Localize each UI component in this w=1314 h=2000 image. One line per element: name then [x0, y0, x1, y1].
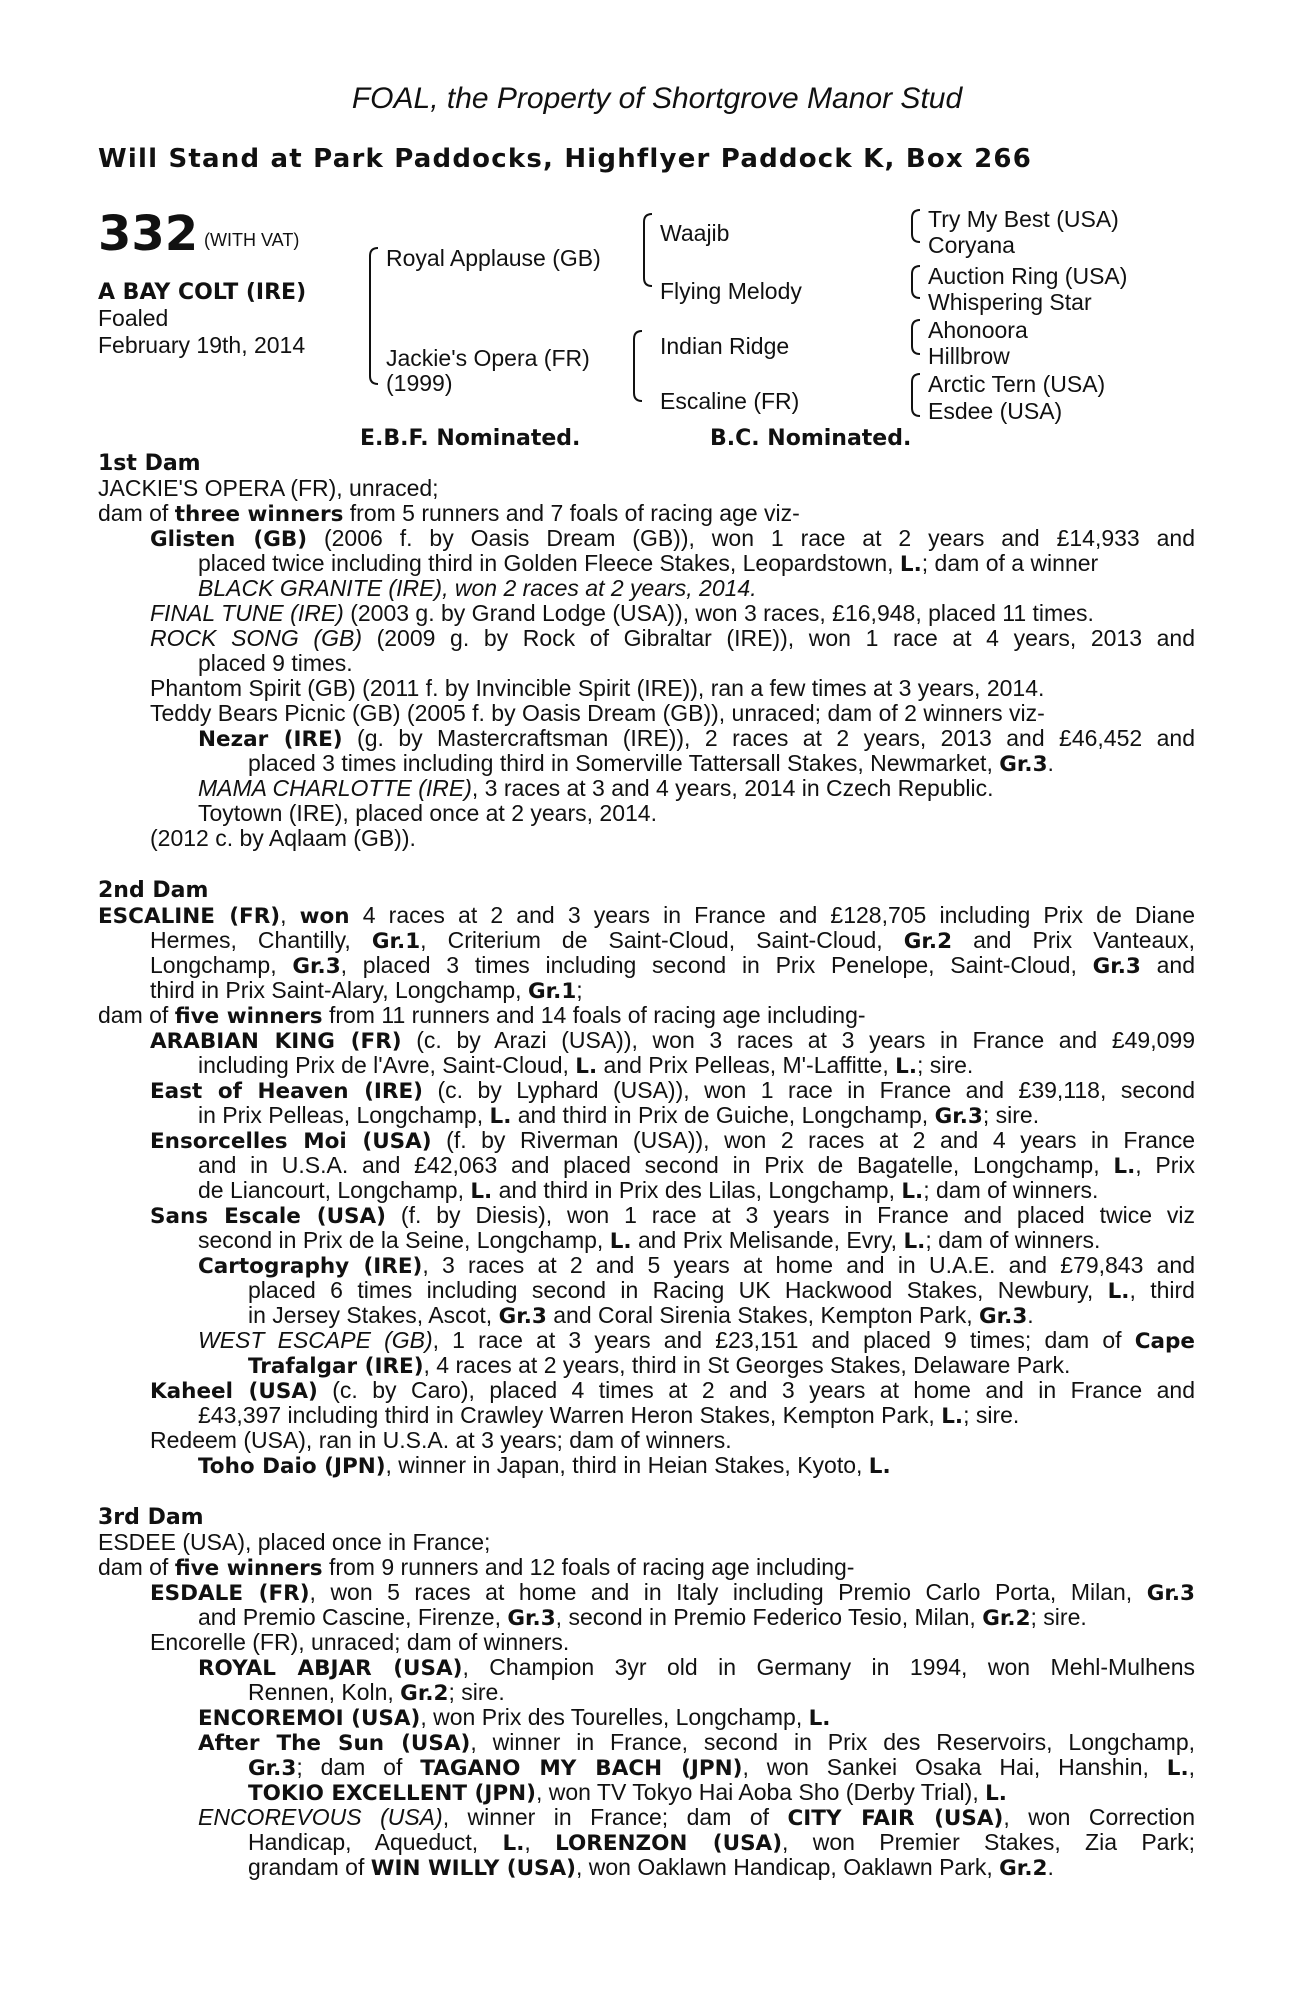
bc-nominated: B.C. Nominated. [710, 426, 912, 451]
dam3-line: Encorelle (FR), unraced; dam of winners. [150, 1629, 570, 1655]
ped-sss: Try My Best (USA) [928, 206, 1119, 232]
dam-year: (1999) [386, 370, 453, 396]
dam1-line: dam of three winners from 5 runners and 7 foals of racing age viz- [98, 500, 800, 527]
dam2-line: ESCALINE (FR), won 4 races at 2 and 3 years in France and £128,705 including Prix de Diane [98, 902, 1195, 929]
foaled-label: Foaled [98, 305, 169, 331]
dam1-line: placed 3 times including third in Somerville Tattersall Stakes, Newmarket, Gr.3. [248, 750, 1054, 777]
dam1-line: ROCK SONG (GB) (2009 g. by Rock of Gibraltar (IRE)), won 1 race at 4 years, 2013 and [150, 625, 1195, 651]
dam1-line: MAMA CHARLOTTE (IRE), 3 races at 3 and 4 years, 2014 in Czech Republic. [198, 775, 994, 801]
sire-dam: Flying Melody [660, 278, 802, 304]
ebf-nominated: E.B.F. Nominated. [360, 426, 581, 451]
dam2-line: in Jersey Stakes, Ascot, Gr.3 and Coral Sirenia Stakes, Kempton Park, Gr.3. [248, 1302, 1034, 1329]
dam3-heading: 3rd Dam [98, 1505, 204, 1530]
dam2-line: second in Prix de la Seine, Longchamp, L. and Prix Melisande, Evry, L.; dam of winners. [198, 1227, 1101, 1254]
dam3-line: dam of five winners from 9 runners and 12 foals of racing age including- [98, 1554, 855, 1581]
dam1-line: placed 9 times. [198, 650, 353, 676]
dam2-line: placed 6 times including second in Racing UK Hackwood Stakes, Newbury, L., third [248, 1277, 1195, 1304]
dam1-line: BLACK GRANITE (IRE), won 2 races at 2 years, 2014. [198, 575, 757, 601]
stand-location: Will Stand at Park Paddocks, Highflyer Paddock K, Box 266 [98, 144, 1032, 174]
ped-dsd: Hillbrow [928, 343, 1010, 369]
dam2-line: Toho Daio (JPN), winner in Japan, third in Heian Stakes, Kyoto, L. [198, 1452, 891, 1479]
dam2-line: Longchamp, Gr.3, placed 3 times including second in Prix Penelope, Saint-Cloud, Gr.3 and [150, 952, 1196, 979]
dam2-line: dam of five winners from 11 runners and 14 foals of racing age including- [98, 1002, 866, 1029]
dam3-line: and Premio Cascine, Firenze, Gr.3, second in Premio Federico Tesio, Milan, Gr.2; sire. [198, 1604, 1087, 1631]
dam2-line: including Prix de l'Avre, Saint-Cloud, L. and Prix Pelleas, M'-Laffitte, L.; sire. [198, 1052, 974, 1079]
dam3-line: Handicap, Aqueduct, L., LORENZON (USA), won Premier Stakes, Zia Park; [248, 1829, 1195, 1856]
lot-number: 332 [98, 206, 199, 262]
dam2-line: WEST ESCAPE (GB), 1 race at 3 years and £23,151 and placed 9 times; dam of Cape [198, 1327, 1195, 1354]
ped-sds: Auction Ring (USA) [928, 263, 1128, 289]
ped-sdd: Whispering Star [928, 289, 1092, 315]
dam3-line: grandam of WIN WILLY (USA), won Oaklawn Handicap, Oaklawn Park, Gr.2. [248, 1854, 1054, 1881]
foaled-date: February 19th, 2014 [98, 332, 306, 358]
ped-ssd: Coryana [928, 232, 1015, 258]
dam-sire: Indian Ridge [660, 333, 790, 359]
dam2-line: East of Heaven (IRE) (c. by Lyphard (USA)), won 1 race in France and £39,118, second [150, 1077, 1195, 1104]
dam3-line: Gr.3; dam of TAGANO MY BACH (JPN), won Sankei Osaka Hai, Hanshin, L., [248, 1754, 1196, 1781]
dam1-line: Toytown (IRE), placed once at 2 years, 2014. [198, 800, 657, 826]
dam2-line: Redeem (USA), ran in U.S.A. at 3 years; dam of winners. [150, 1427, 732, 1453]
ped-dds: Arctic Tern (USA) [928, 371, 1106, 397]
sire-sire: Waajib [660, 220, 730, 246]
dam3-line: After The Sun (USA), winner in France, second in Prix des Reservoirs, Longchamp, [198, 1729, 1196, 1756]
dam3-line: ESDEE (USA), placed once in France; [98, 1529, 491, 1555]
dam2-line: Hermes, Chantilly, Gr.1, Criterium de Saint-Cloud, Saint-Cloud, Gr.2 and Prix Vanteaux, [150, 927, 1195, 954]
dam3-line: Rennen, Koln, Gr.2; sire. [248, 1679, 505, 1706]
dam2-line: Cartography (IRE), 3 races at 2 and 5 years at home and in U.A.E. and £79,843 and [198, 1252, 1196, 1279]
dam1-line: JACKIE'S OPERA (FR), unraced; [98, 475, 439, 501]
vat-note: (WITH VAT) [204, 230, 300, 250]
sire: Royal Applause (GB) [386, 245, 601, 271]
dam1-line: placed twice including third in Golden Fleece Stakes, Leopardstown, L.; dam of a winner [198, 550, 1099, 577]
ped-ddd: Esdee (USA) [928, 398, 1063, 424]
dam1-line: FINAL TUNE (IRE) (2003 g. by Grand Lodge (USA)), won 3 races, £16,948, placed 11 times. [150, 600, 1094, 626]
lot-name: A BAY COLT (IRE) [98, 280, 307, 305]
dam3-line: ROYAL ABJAR (USA), Champion 3yr old in Germany in 1994, won Mehl-Mulhens [198, 1654, 1195, 1681]
dam2-line: and in U.S.A. and £42,063 and placed second in Prix de Bagatelle, Longchamp, L., Prix [198, 1152, 1196, 1179]
dam2-line: ARABIAN KING (FR) (c. by Arazi (USA)), won 3 races at 3 years in France and £49,099 [150, 1027, 1195, 1054]
page-title: FOAL, the Property of Shortgrove Manor Stud [351, 82, 963, 115]
dam-name: Jackie's Opera (FR) [386, 345, 590, 371]
dam2-line: Trafalgar (IRE), 4 races at 2 years, third in St Georges Stakes, Delaware Park. [248, 1352, 1071, 1379]
dam2-line: Ensorcelles Moi (USA) (f. by Riverman (USA)), won 2 races at 2 and 4 years in France [150, 1127, 1195, 1154]
dam2-heading: 2nd Dam [98, 878, 209, 903]
dam1-line: Glisten (GB) (2006 f. by Oasis Dream (GB)), won 1 race at 2 years and £14,933 and [150, 525, 1195, 552]
dam2-line: £43,397 including third in Crawley Warren Heron Stakes, Kempton Park, L.; sire. [198, 1402, 1020, 1429]
dam3-line: ENCOREVOUS (USA), winner in France; dam of CITY FAIR (USA), won Correction [198, 1804, 1195, 1831]
dam1-line: Nezar (IRE) (g. by Mastercraftsman (IRE)), 2 races at 2 years, 2013 and £46,452 and [198, 725, 1195, 752]
dam2-line: Kaheel (USA) (c. by Caro), placed 4 times at 2 and 3 years at home and in France and [150, 1377, 1195, 1404]
dam1-line: Teddy Bears Picnic (GB) (2005 f. by Oasis Dream (GB)), unraced; dam of 2 winners viz- [150, 700, 1045, 726]
dam2-line: third in Prix Saint-Alary, Longchamp, Gr.1; [150, 977, 583, 1004]
dam2-line: in Prix Pelleas, Longchamp, L. and third in Prix de Guiche, Longchamp, Gr.3; sire. [198, 1102, 1040, 1129]
dam1-line: Phantom Spirit (GB) (2011 f. by Invincible Spirit (IRE)), ran a few times at 3 years, 2014. [150, 675, 1045, 701]
dam1-heading: 1st Dam [98, 451, 201, 476]
dam2-line: de Liancourt, Longchamp, L. and third in Prix des Lilas, Longchamp, L.; dam of winners. [198, 1177, 1099, 1204]
dam3-line: ESDALE (FR), won 5 races at home and in Italy including Premio Carlo Porta, Milan, Gr.3 [150, 1579, 1195, 1606]
ped-dss: Ahonoora [928, 317, 1028, 343]
dam1-line: (2012 c. by Aqlaam (GB)). [150, 825, 416, 851]
dam3-line: TOKIO EXCELLENT (JPN), won TV Tokyo Hai Aoba Sho (Derby Trial), L. [248, 1779, 1007, 1806]
dam3-line: ENCOREMOI (USA), won Prix des Tourelles, Longchamp, L. [198, 1704, 831, 1731]
dam2-line: Sans Escale (USA) (f. by Diesis), won 1 race at 3 years in France and placed twice viz [150, 1202, 1195, 1229]
dam-dam: Escaline (FR) [660, 388, 800, 414]
